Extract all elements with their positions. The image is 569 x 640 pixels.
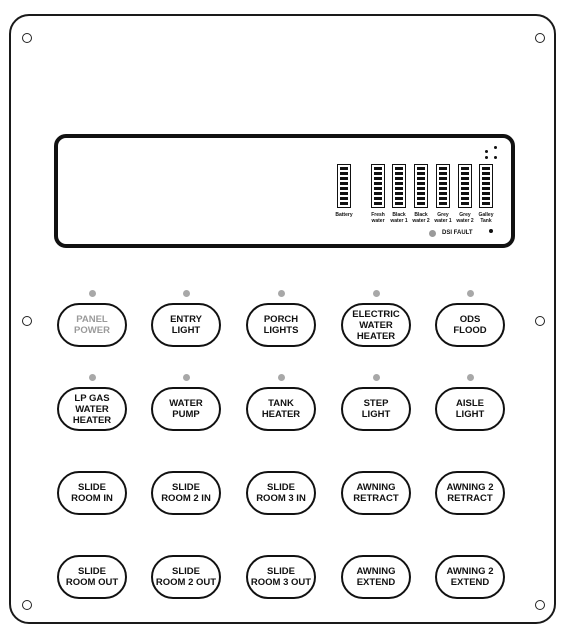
- switch-button[interactable]: ELECTRIC WATER HEATER: [341, 303, 411, 347]
- status-led-icon: [467, 374, 474, 381]
- switch-button[interactable]: AWNING 2 EXTEND: [435, 555, 505, 599]
- screw-bottom-right-icon: [535, 600, 545, 610]
- status-led-icon: [467, 290, 474, 297]
- status-led-icon: [183, 290, 190, 297]
- tank-gauge-label: Black water 1: [390, 212, 408, 224]
- screw-middle-left-icon: [22, 316, 32, 326]
- tank-gauge-label: Fresh water: [371, 212, 385, 224]
- tank-gauge-label: Galley Tank: [478, 212, 494, 224]
- switch-button[interactable]: ODS FLOOD: [435, 303, 505, 347]
- status-led-icon: [89, 374, 96, 381]
- dsi-fault-led-icon: [429, 230, 436, 237]
- screw-top-right-icon: [535, 33, 545, 43]
- switch-button[interactable]: WATER PUMP: [151, 387, 221, 431]
- tank-gauge-icon: [458, 164, 472, 208]
- switch-button[interactable]: SLIDE ROOM 2 IN: [151, 471, 221, 515]
- status-led-icon: [373, 290, 380, 297]
- status-led-icon: [89, 290, 96, 297]
- switch-button[interactable]: AWNING EXTEND: [341, 555, 411, 599]
- tank-gauge-icon: [392, 164, 406, 208]
- tank-gauge-icon: [371, 164, 385, 208]
- switch-button[interactable]: SLIDE ROOM 2 OUT: [151, 555, 221, 599]
- switch-button[interactable]: SLIDE ROOM 3 IN: [246, 471, 316, 515]
- tank-gauge-icon: [337, 164, 351, 208]
- tank-gauge-icon: [436, 164, 450, 208]
- display-dot-icon: [489, 229, 493, 233]
- switch-button[interactable]: SLIDE ROOM OUT: [57, 555, 127, 599]
- status-led-icon: [183, 374, 190, 381]
- tank-monitor-display: [54, 134, 515, 248]
- dsi-fault-label: DSI FAULT: [442, 230, 473, 236]
- switch-button[interactable]: PANEL POWER: [57, 303, 127, 347]
- switch-button[interactable]: ENTRY LIGHT: [151, 303, 221, 347]
- switch-button[interactable]: AWNING 2 RETRACT: [435, 471, 505, 515]
- tank-gauge-label: Battery: [335, 212, 353, 218]
- switch-button[interactable]: TANK HEATER: [246, 387, 316, 431]
- switch-button[interactable]: AWNING RETRACT: [341, 471, 411, 515]
- status-led-icon: [278, 290, 285, 297]
- switch-button[interactable]: STEP LIGHT: [341, 387, 411, 431]
- status-led-icon: [278, 374, 285, 381]
- switch-button[interactable]: PORCH LIGHTS: [246, 303, 316, 347]
- tank-gauge-icon: [479, 164, 493, 208]
- status-led-icon: [373, 374, 380, 381]
- screw-bottom-left-icon: [22, 600, 32, 610]
- screw-middle-right-icon: [535, 316, 545, 326]
- tank-gauge-label: Grey water 1: [434, 212, 452, 224]
- tank-gauge-icon: [414, 164, 428, 208]
- tank-gauge-label: Black water 2: [412, 212, 430, 224]
- switch-button[interactable]: AISLE LIGHT: [435, 387, 505, 431]
- switch-button[interactable]: LP GAS WATER HEATER: [57, 387, 127, 431]
- tank-gauge-label: Grey water 2: [456, 212, 474, 224]
- switch-button[interactable]: SLIDE ROOM IN: [57, 471, 127, 515]
- screw-top-left-icon: [22, 33, 32, 43]
- switch-button[interactable]: SLIDE ROOM 3 OUT: [246, 555, 316, 599]
